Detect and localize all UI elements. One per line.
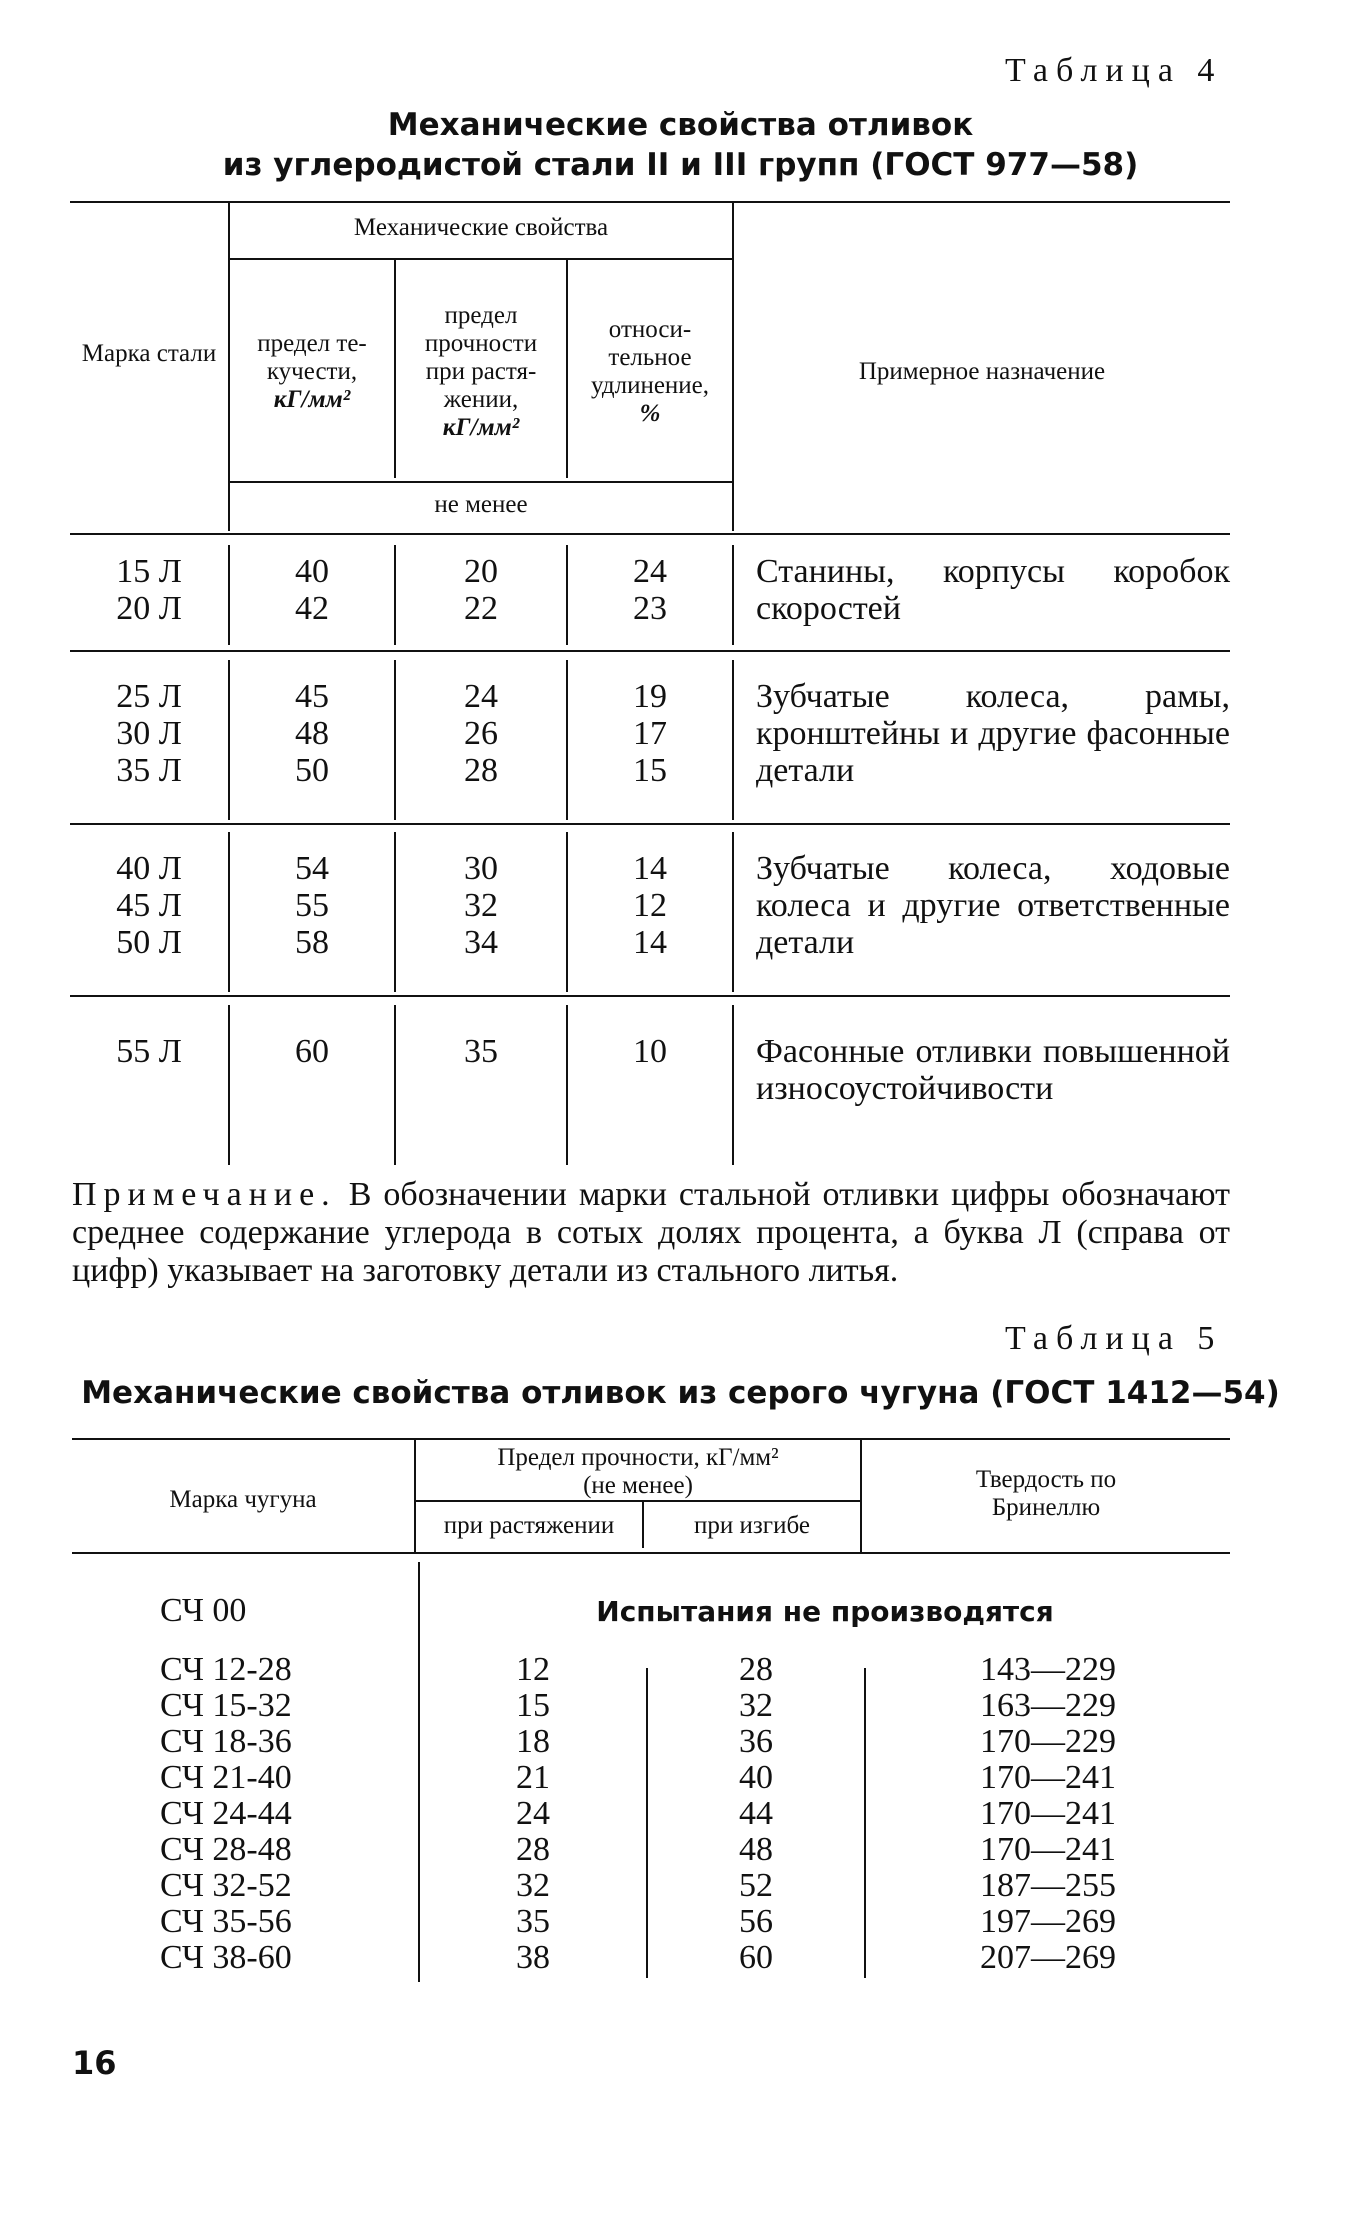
header-bending: при изгибе xyxy=(694,1512,810,1539)
table5-header-bottom-rule xyxy=(72,1552,1230,1554)
header-elongation: относи- тельное удлинение, % xyxy=(590,316,710,427)
table4-title-line2: из углеродистой стали II и III групп (ГОСТ 977—58) xyxy=(222,147,1139,183)
g4-vline-2 xyxy=(394,1005,396,1165)
g4-vline-1 xyxy=(228,1005,230,1165)
table-row: СЧ 24-44 xyxy=(160,1795,292,1832)
group4-marks: 55 Л xyxy=(116,1033,182,1070)
header-hardness: Твердость по Бринеллю xyxy=(975,1466,1117,1521)
group3-purpose: Зубчатые колеса, ходовые колеса и другие ответственные детали xyxy=(756,850,1230,961)
header-mark-iron: Марка чугуна xyxy=(169,1486,317,1513)
group4-yield: 60 xyxy=(295,1033,329,1070)
table4-caption: Таблица 4 xyxy=(1005,52,1223,89)
table-row: СЧ 18-36 xyxy=(160,1723,292,1760)
group2-elongation: 19 17 15 xyxy=(633,678,667,789)
group4-purpose: Фасонные отливки повышенной износоустойчивости xyxy=(756,1033,1230,1107)
table4-min-rule xyxy=(230,481,732,483)
table-row: СЧ 12-28 xyxy=(160,1651,292,1688)
group2-purpose: Зубчатые колеса, рамы, кронштейны и другие фасонные детали xyxy=(756,678,1230,789)
table-row: СЧ 21-40 xyxy=(160,1759,292,1796)
group1-purpose: Станины, корпусы коробок скоростей xyxy=(756,553,1230,627)
g2-bottom-rule xyxy=(70,823,1230,825)
header-mech-properties: Механические свойства xyxy=(353,214,609,241)
header-yield: предел те- кучести, кГ/мм² xyxy=(257,330,367,413)
table4-mech-rule xyxy=(230,258,732,260)
group2-marks: 25 Л 30 Л 35 Л xyxy=(116,678,182,789)
g2-vline-4 xyxy=(732,660,734,820)
group1-yield: 40 42 xyxy=(295,553,329,627)
table4-title-line1: Механические свойства отливок xyxy=(387,107,974,143)
iron-bending-column: 28 32 36 40 44 48 52 56 60 xyxy=(739,1651,773,1976)
group1-strength: 20 22 xyxy=(464,553,498,627)
group4-strength: 35 xyxy=(464,1033,498,1070)
table5-strength-rule xyxy=(416,1500,860,1502)
g4-vline-4 xyxy=(732,1005,734,1165)
header-strength-iron: Предел прочности, кГ/мм² (не менее) xyxy=(497,1444,779,1499)
header-purpose: Примерное назначение xyxy=(858,358,1106,385)
iron-tension-column: 12 15 18 21 24 28 32 35 38 xyxy=(516,1651,550,1976)
group1-elongation: 24 23 xyxy=(633,553,667,627)
table4-header-bottom-rule xyxy=(70,533,1230,535)
header-not-less: не менее xyxy=(434,491,528,518)
first-note: Испытания не производятся xyxy=(596,1595,1054,1628)
table5-caption: Таблица 5 xyxy=(1005,1320,1223,1357)
page-number: 16 xyxy=(72,2044,117,2082)
group3-strength: 30 32 34 xyxy=(464,850,498,961)
g3-vline-4 xyxy=(732,832,734,992)
group3-marks: 40 Л 45 Л 50 Л xyxy=(116,850,182,961)
table-row: СЧ 38-60 xyxy=(160,1939,292,1976)
iron-marks-column xyxy=(160,1652,292,1976)
group3-yield: 54 55 58 xyxy=(295,850,329,961)
g4-vline-3 xyxy=(566,1005,568,1165)
note-text: В обозначении марки стальной отливки цифры обозначают среднее содержание углерода в сотых долях процента, а буква Л (справа от цифр) указывает на заготовку детали из стального литья. xyxy=(72,1176,1230,1289)
iron-hardness-column: 143—229 163—229 170—229 170—241 170—241 170—241 187—255 197—269 207—269 xyxy=(980,1651,1116,1976)
g1-vline-4 xyxy=(732,545,734,645)
group2-yield: 45 48 50 xyxy=(295,678,329,789)
table4-top-rule xyxy=(70,201,1230,203)
group3-elongation: 14 12 14 xyxy=(633,850,667,961)
table5-title: Механические свойства отливок из серого чугуна (ГОСТ 1412—54) xyxy=(81,1375,1280,1411)
group2-strength: 24 26 28 xyxy=(464,678,498,789)
table4-note xyxy=(72,1176,1230,1290)
note-label: Примечание. xyxy=(72,1176,337,1213)
header-mark-steel: Марка стали xyxy=(81,340,217,367)
table-row: СЧ 28-48 xyxy=(160,1831,292,1868)
table5-top-rule xyxy=(72,1438,1230,1440)
first-mark: СЧ 00 xyxy=(160,1592,247,1629)
header-tension: при растяжении xyxy=(443,1512,615,1539)
table-row: СЧ 15-32 xyxy=(160,1687,292,1724)
group4-elongation: 10 xyxy=(633,1033,667,1070)
table-row: СЧ 32-52 xyxy=(160,1867,292,1904)
g1-bottom-rule xyxy=(70,650,1230,652)
group1-marks: 15 Л 20 Л xyxy=(116,553,182,627)
header-tensile-strength: предел прочности при растя- жении, кГ/мм² xyxy=(424,302,538,441)
g3-bottom-rule xyxy=(70,995,1230,997)
table-row: СЧ 35-56 xyxy=(160,1903,292,1940)
